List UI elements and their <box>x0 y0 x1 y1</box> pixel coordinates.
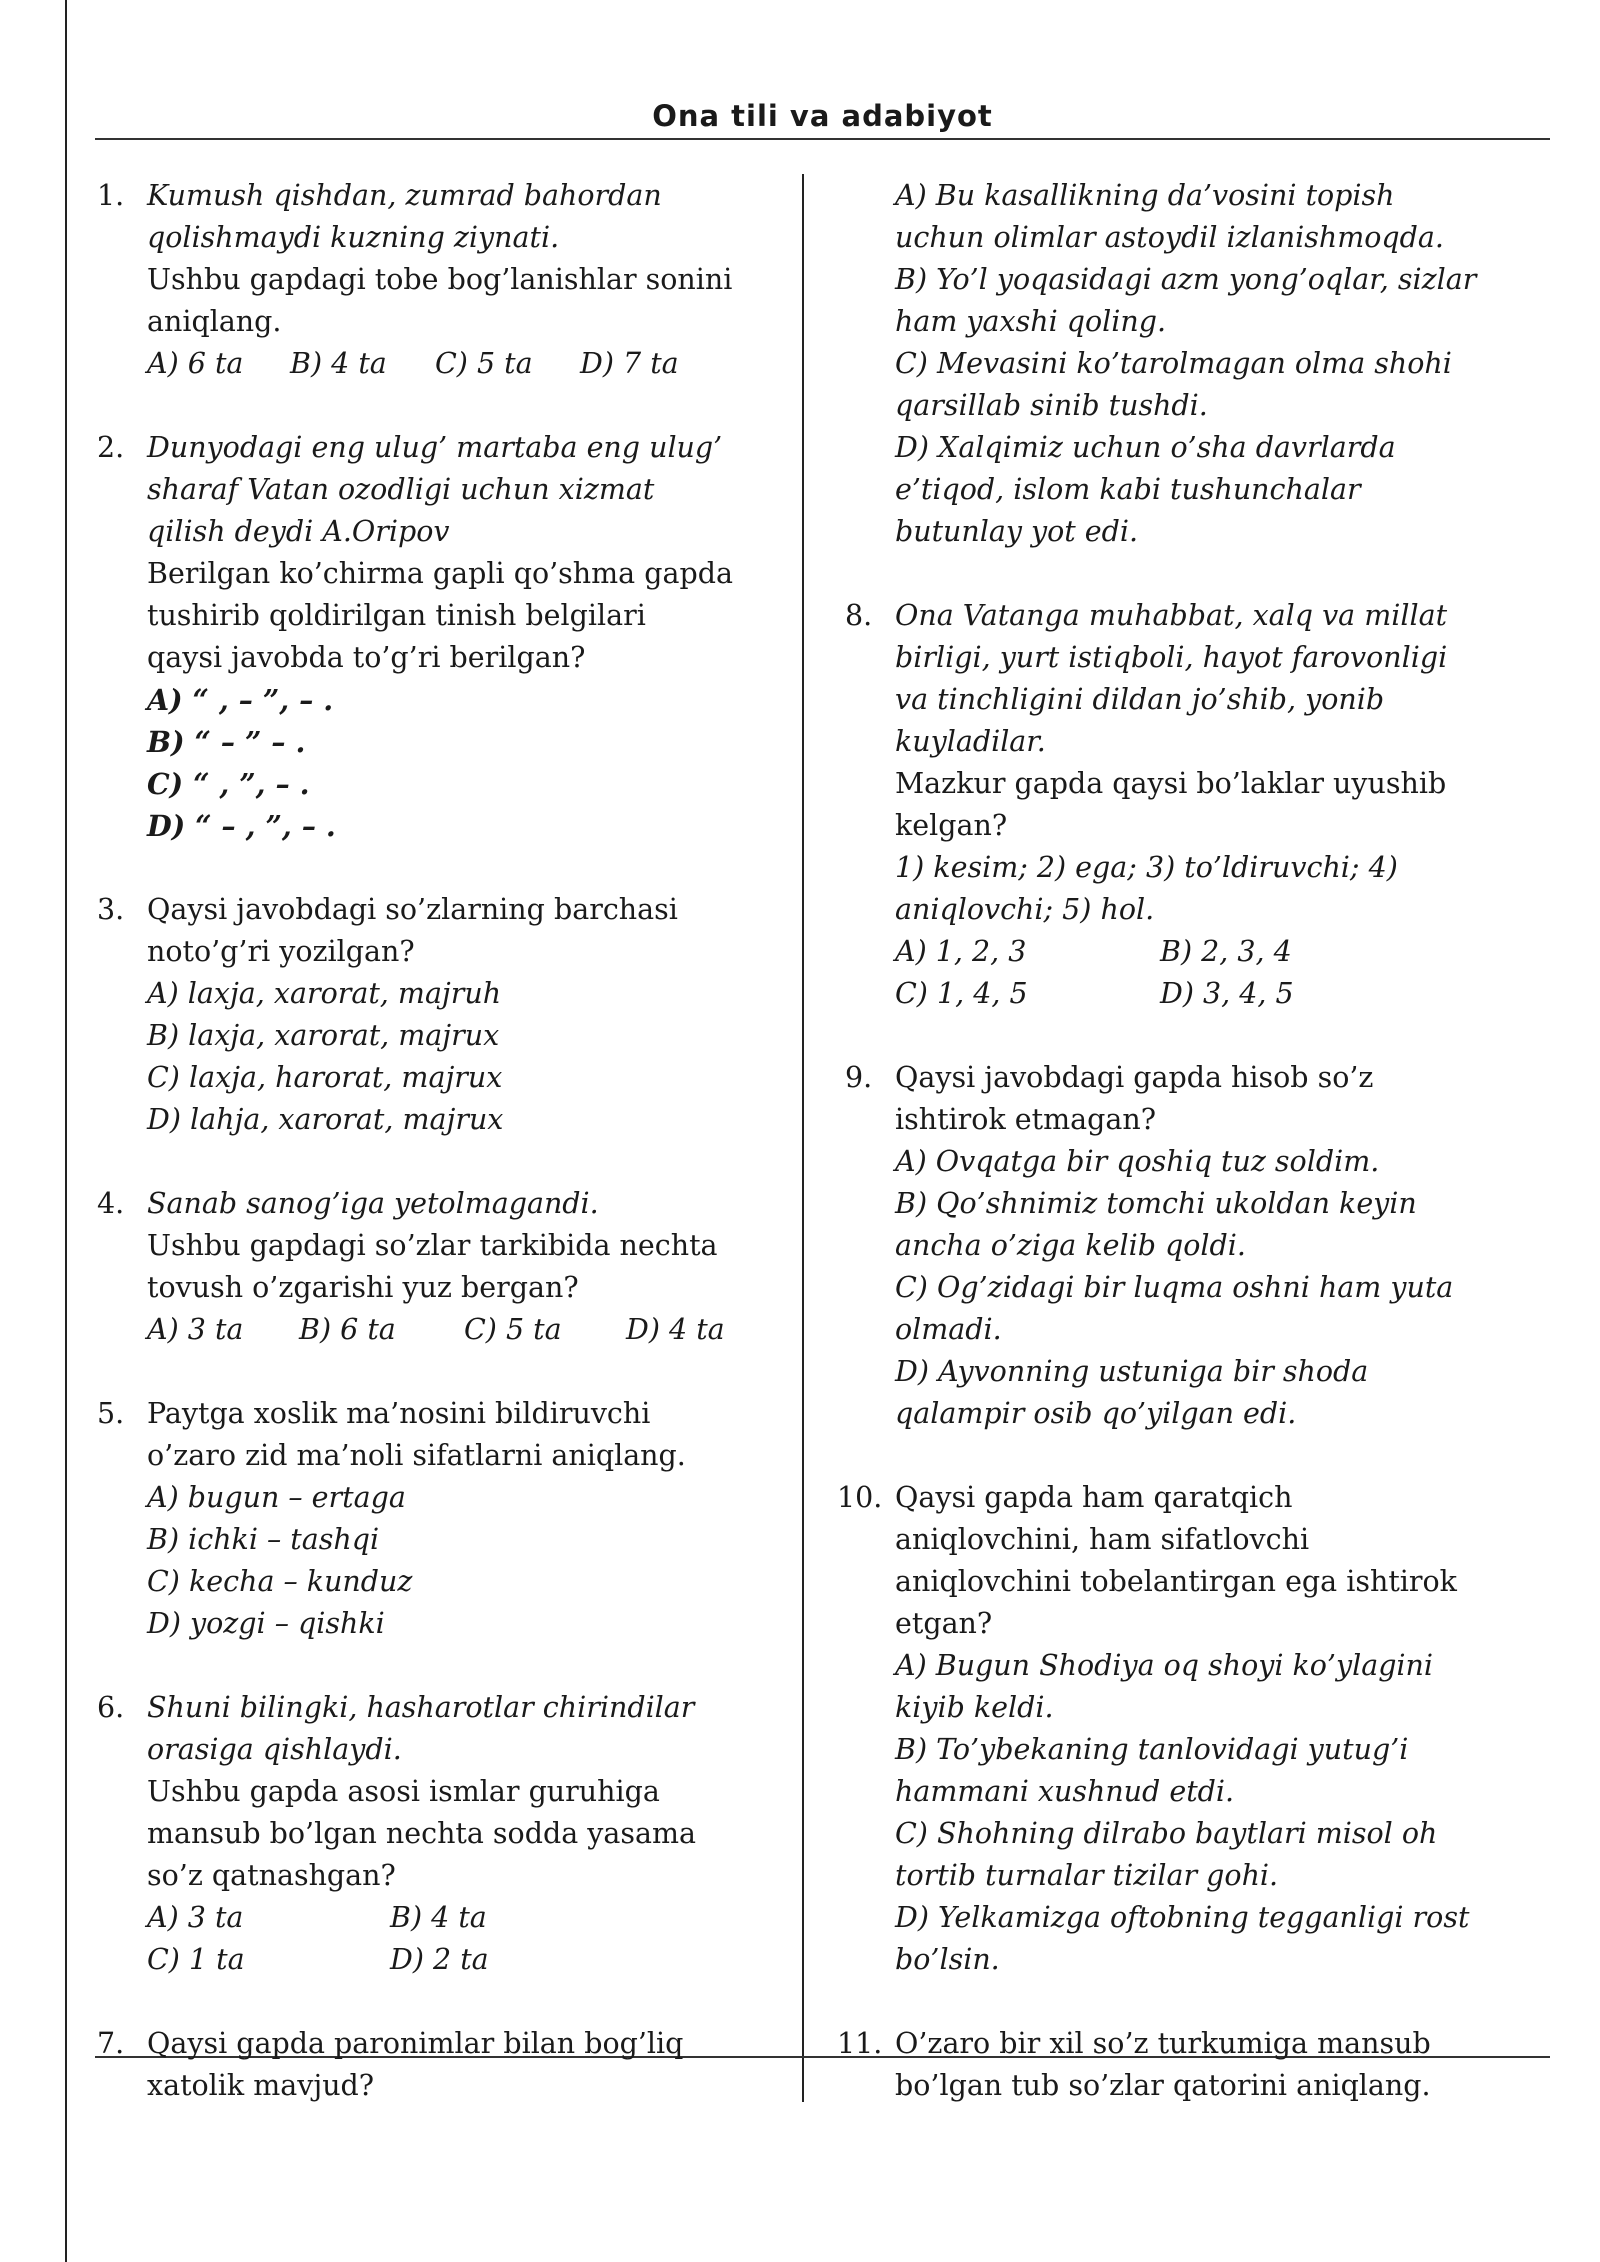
question-prompt: Ushbu gapda asosi ismlar guruhiga <box>147 1775 660 1808</box>
question-7 <box>97 2023 787 2107</box>
question-prompt: Qaysi gapda paronimlar bilan bog’liq <box>147 2027 684 2060</box>
option-b[interactable]: B) “ – ” – . <box>147 725 306 759</box>
option-b[interactable]: B) ichki – tashqi <box>147 1523 380 1556</box>
answer-options <box>895 973 1550 1015</box>
question-text: kuyladilar. <box>895 725 1046 758</box>
question-text: sharaf Vatan ozodligi uchun xizmat <box>147 473 655 506</box>
question-prompt: bo’lgan tub so’zlar qatorini aniqlang. <box>895 2069 1431 2102</box>
question-text: va tinchligini dildan jo’shib, yonib <box>895 683 1385 716</box>
question-7-continued <box>845 175 1550 553</box>
question-prompt: O’zaro bir xil so’z turkumiga mansub <box>895 2027 1431 2060</box>
answer-options <box>147 343 787 385</box>
question-number: 6. <box>97 1691 125 1724</box>
question-text: qilish deydi A.Oripov <box>147 515 450 548</box>
question-prompt: Berilgan ko’chirma gapli qo’shma gapda <box>147 557 733 590</box>
question-list: aniqlovchi; 5) hol. <box>895 893 1155 926</box>
question-number: 5. <box>97 1397 125 1430</box>
left-column <box>97 175 787 2107</box>
question-prompt: etgan? <box>895 1607 993 1640</box>
question-1 <box>97 175 787 385</box>
right-column <box>837 175 1550 2107</box>
question-number: 7. <box>97 2027 125 2060</box>
header-rule <box>95 138 1550 140</box>
option-d[interactable]: D) Yelkamizga oftobning tegganligi rost <box>895 1901 1470 1934</box>
question-prompt: tushirib qoldirilgan tinish belgilari <box>147 599 646 632</box>
question-number: 9. <box>845 1061 873 1094</box>
option-c[interactable]: C) “ , ”, – . <box>147 767 310 801</box>
option-a: kiyib keldi. <box>895 1691 1054 1724</box>
question-prompt: Qaysi javobdagi so’zlarning barchasi <box>147 893 678 926</box>
option-c: qarsillab sinib tushdi. <box>895 389 1208 422</box>
option-a[interactable]: A) bugun – ertaga <box>147 1481 406 1514</box>
option-d: butunlay yot edi. <box>895 515 1139 548</box>
question-text: Dunyodagi eng ulug’ martaba eng ulug’ <box>147 431 723 464</box>
option-d[interactable]: D) Ayvonning ustuniga bir shoda <box>895 1355 1369 1388</box>
question-number: 8. <box>845 599 873 632</box>
answer-options <box>895 931 1550 973</box>
question-11 <box>837 2023 1550 2107</box>
question-9 <box>845 1057 1550 1435</box>
question-10 <box>837 1477 1550 1981</box>
question-4 <box>97 1183 787 1351</box>
option-a[interactable]: A) Ovqatga bir qoshiq tuz soldim. <box>895 1145 1380 1178</box>
option-b[interactable]: B) laxja, xarorat, majrux <box>147 1019 500 1052</box>
option-d[interactable]: D) yozgi – qishki <box>147 1607 385 1640</box>
question-list: 1) kesim; 2) ega; 3) to’ldiruvchi; 4) <box>895 851 1398 884</box>
option-b: ham yaxshi qoling. <box>895 305 1167 338</box>
question-number: 4. <box>97 1187 125 1220</box>
question-prompt: xatolik mavjud? <box>147 2069 375 2102</box>
answer-options <box>147 1939 787 1981</box>
question-prompt: noto’g’ri yozilgan? <box>147 935 415 968</box>
question-prompt: Ushbu gapdagi so’zlar tarkibida nechta <box>147 1229 718 1262</box>
option-d: e’tiqod, islom kabi tushunchalar <box>895 473 1361 506</box>
question-prompt: qaysi javobda to’g’ri berilgan? <box>147 641 586 674</box>
question-text: qolishmaydi kuzning ziynati. <box>147 221 560 254</box>
question-prompt: Paytga xoslik ma’nosini bildiruvchi <box>147 1397 651 1430</box>
question-number: 2. <box>97 431 125 464</box>
option-c[interactable]: C) kecha – kunduz <box>147 1565 413 1598</box>
option-c[interactable]: C) Shohning dilrabo baytlari misol oh <box>895 1817 1438 1850</box>
question-6 <box>97 1687 787 1981</box>
option-b: hammani xushnud etdi. <box>895 1775 1235 1808</box>
option-a[interactable]: A) 1, 2, 3 <box>895 935 1027 968</box>
answer-options <box>147 1897 787 1939</box>
question-text: Kumush qishdan, zumrad bahordan <box>147 179 662 212</box>
option-d[interactable]: D) “ – , ”, – . <box>147 809 336 843</box>
option-a[interactable]: A) 6 ta <box>147 347 244 380</box>
question-prompt: so’z qatnashgan? <box>147 1859 396 1892</box>
option-a[interactable]: A) Bugun Shodiya oq shoyi ko’ylagini <box>895 1649 1434 1682</box>
question-text: Shuni bilingki, hasharotlar chirindilar <box>147 1691 695 1724</box>
question-number: 1. <box>97 179 125 212</box>
option-d[interactable]: D) 3, 4, 5 <box>1160 977 1294 1010</box>
option-c[interactable]: C) 1 ta <box>147 1943 245 1976</box>
option-b: ancha o’ziga kelib qoldi. <box>895 1229 1246 1262</box>
question-text: Ona Vatanga muhabbat, xalq va millat <box>895 599 1448 632</box>
option-d[interactable]: D) lahja, xarorat, majrux <box>147 1103 504 1136</box>
question-prompt: aniqlovchini tobelantirgan ega ishtirok <box>895 1565 1457 1598</box>
option-a[interactable]: A) “ , – ”, – . <box>147 683 334 717</box>
question-number: 3. <box>97 893 125 926</box>
option-b[interactable]: B) To’ybekaning tanlovidagi yutug’i <box>895 1733 1409 1766</box>
option-d: qalampir osib qo’yilgan edi. <box>895 1397 1297 1430</box>
option-b[interactable]: B) 2, 3, 4 <box>1160 935 1292 968</box>
question-prompt: aniqlang. <box>147 305 282 338</box>
answer-options <box>147 1309 787 1351</box>
column-divider <box>802 174 804 2102</box>
question-prompt: aniqlovchini, ham sifatlovchi <box>895 1523 1310 1556</box>
question-prompt: Mazkur gapda qaysi bo’laklar uyushib <box>895 767 1447 800</box>
question-5 <box>97 1393 787 1645</box>
option-a: uchun olimlar astoydil izlanishmoqda. <box>895 221 1444 254</box>
option-b[interactable]: B) 4 ta <box>390 1901 487 1934</box>
question-number: 11. <box>837 2027 883 2060</box>
option-a[interactable]: A) laxja, xarorat, majruh <box>147 977 502 1010</box>
question-3 <box>97 889 787 1141</box>
question-prompt: mansub bo’lgan nechta sodda yasama <box>147 1817 696 1850</box>
option-d: bo’lsin. <box>895 1943 1000 1976</box>
page-title: Ona tili va adabiyot <box>652 99 993 133</box>
option-b[interactable]: B) 4 ta <box>290 347 387 380</box>
option-d[interactable]: D) Xalqimiz uchun o’sha davrlarda <box>895 431 1396 464</box>
option-c[interactable]: C) 5 ta <box>464 1313 562 1346</box>
page-margin-line <box>65 0 67 2262</box>
question-prompt: Qaysi javobdagi gapda hisob so’z <box>895 1061 1374 1094</box>
question-8 <box>845 595 1550 1015</box>
question-text: birligi, yurt istiqboli, hayot farovonligi <box>895 641 1448 674</box>
question-2 <box>97 427 787 847</box>
option-b[interactable]: B) 6 ta <box>299 1313 396 1346</box>
option-c[interactable]: C) 1, 4, 5 <box>895 977 1028 1010</box>
question-prompt: Qaysi gapda ham qaratqich <box>895 1481 1293 1514</box>
option-d[interactable]: D) 7 ta <box>580 347 679 380</box>
option-d[interactable]: D) 4 ta <box>626 1313 725 1346</box>
question-prompt: ishtirok etmagan? <box>895 1103 1156 1136</box>
question-prompt: Ushbu gapdagi tobe bog’lanishlar sonini <box>147 263 733 296</box>
question-prompt: o’zaro zid ma’noli sifatlarni aniqlang. <box>147 1439 686 1472</box>
option-b[interactable]: B) Yo’l yoqasidagi azm yong’oqlar, sizlar <box>895 263 1477 296</box>
option-c[interactable]: C) Mevasini ko’tarolmagan olma shohi <box>895 347 1452 380</box>
option-c: olmadi. <box>895 1313 1002 1346</box>
option-a[interactable]: A) 3 ta <box>147 1901 244 1934</box>
question-number: 10. <box>837 1481 883 1514</box>
option-a[interactable]: A) Bu kasallikning da’vosini topish <box>895 179 1395 212</box>
question-text: orasiga qishlaydi. <box>147 1733 402 1766</box>
option-a[interactable]: A) 3 ta <box>147 1313 244 1346</box>
question-prompt: kelgan? <box>895 809 1008 842</box>
question-text: Sanab sanog’iga yetolmagandi. <box>147 1187 599 1220</box>
option-c[interactable]: C) 5 ta <box>435 347 533 380</box>
option-d[interactable]: D) 2 ta <box>390 1943 489 1976</box>
question-prompt: tovush o’zgarishi yuz bergan? <box>147 1271 579 1304</box>
option-c[interactable]: C) Og’zidagi bir luqma oshni ham yuta <box>895 1271 1454 1304</box>
option-c[interactable]: C) laxja, harorat, majrux <box>147 1061 503 1094</box>
option-b[interactable]: B) Qo’shnimiz tomchi ukoldan keyin <box>895 1187 1417 1220</box>
option-c: tortib turnalar tizilar gohi. <box>895 1859 1279 1892</box>
